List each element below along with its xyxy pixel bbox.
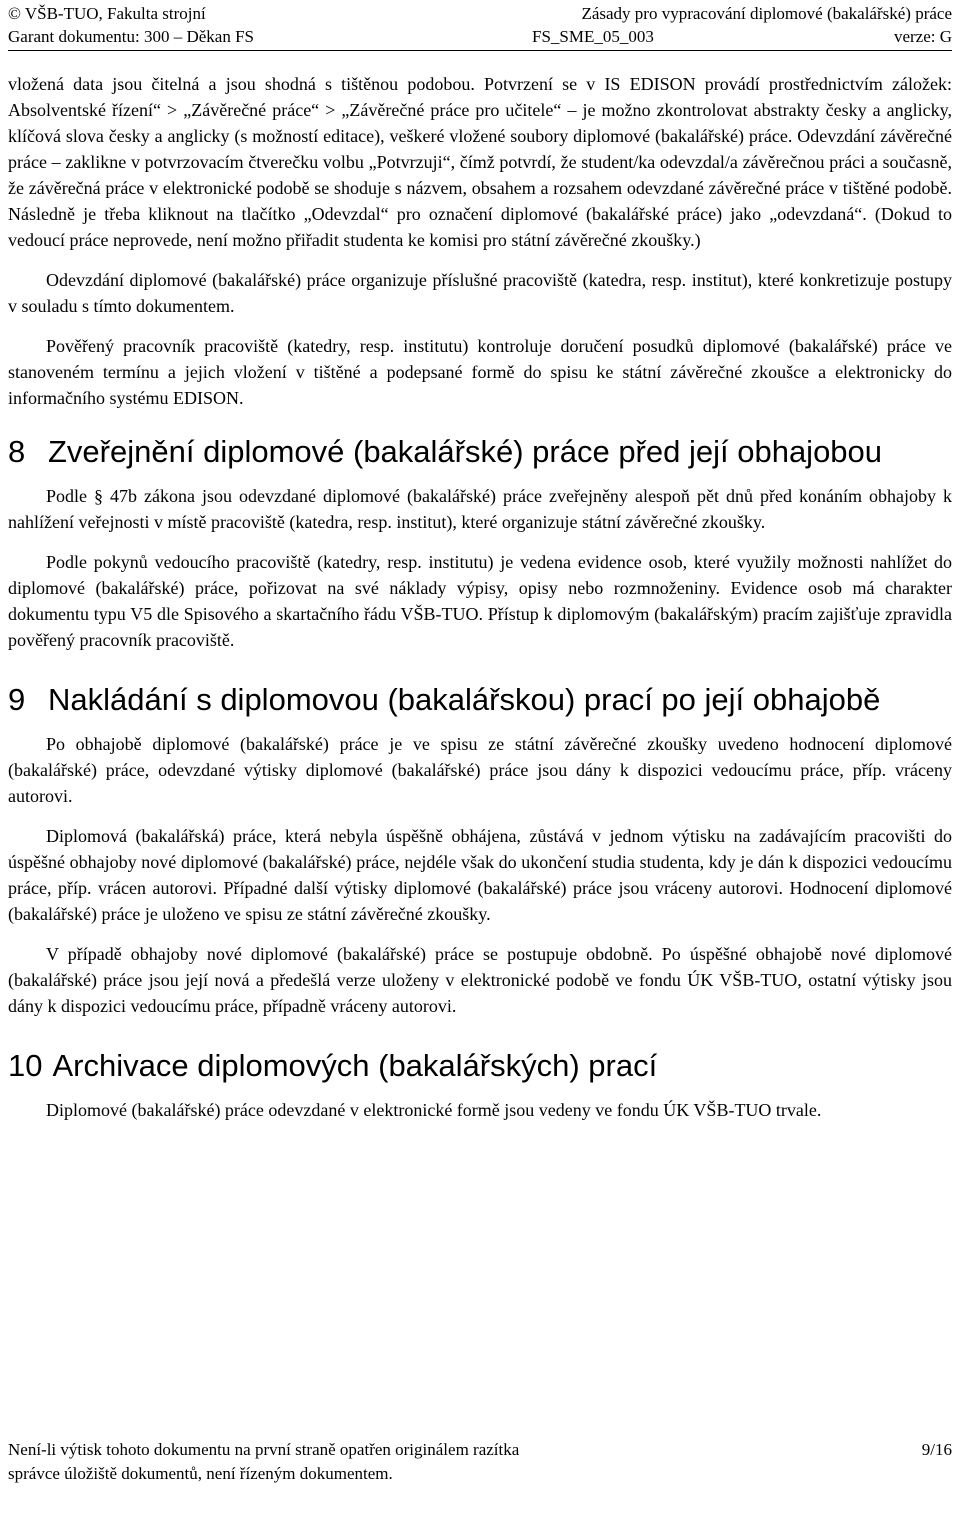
section-number: 10 — [8, 1048, 43, 1083]
body-paragraph: vložená data jsou čitelná a jsou shodná s tištěnou podobou. Potvrzení se v IS EDISON provádí prostřednictvím záložek: Absolventské řízení“ > „Závěrečné práce“ > „Závěrečné práce pro učitele“ – je možno zkontrolovat abstrakty česky a anglicky, klíčová slova česky a anglicky (s možností editace), veškeré vložené soubory diplomové (bakalářské) práce. Odevzdání závěrečné práce – zaklikne v potvrzovacím čtverečku volbu „Potvrzuji“, čímž potvrdí, že student/ka odevzdal/a závěrečnou práci a současně, že závěrečná práce v elektronické podobě se shoduje s názvem, obsahem a rozsahem odevzdané závěrečné práce v tištěné podobě. Následně je třeba kliknout na tlačítko „Odevzdal“ pro označení diplomové (bakalářské práce) jako „odevzdaná“. (Dokud to vedoucí práce neprovede, není možno přiřadit studenta ke komisi pro státní závěrečné zkoušky.) — [8, 74, 952, 250]
body-paragraph: Po obhajobě diplomové (bakalářské) práce je ve spisu ze státní závěrečné zkoušky uvedeno hodnocení diplomové (bakalářské) práce, odevzdané výtisky diplomové (bakalářské) práce jsou dány k dispozici vedoucímu práce, příp. vráceny autorovi. — [8, 734, 952, 806]
section-title: Zveřejnění diplomové (bakalářské) práce před její obhajobou — [48, 434, 883, 469]
section-title: Archivace diplomových (bakalářských) prací — [52, 1048, 658, 1083]
section-number: 8 — [8, 434, 26, 469]
section-heading-10 — [8, 1045, 952, 1087]
page-header — [8, 2, 952, 48]
header-row-1 — [8, 2, 952, 25]
body-paragraph: Pověřený pracovník pracoviště (katedry, resp. institutu) kontroluje doručení posudků diplomové (bakalářské) práce ve stanoveném termínu a jejich vložení v tištěné a podepsané formě do spisu ke státní závěrečné zkoušce a elektronicky do informačního systému EDISON. — [8, 336, 952, 408]
section-heading-9 — [8, 679, 952, 721]
page-footer — [8, 1438, 952, 1486]
header-doc-title: Zásady pro vypracování diplomové (bakalářské) práce — [581, 4, 952, 23]
section-heading-8 — [8, 431, 952, 473]
body-paragraph: Diplomová (bakalářská) práce, která nebyla úspěšně obhájena, zůstává v jednom výtisku na zadávajícím pracovišti do úspěšné obhajoby nové diplomové (bakalářské) práce, nejdéle však do ukončení studia studenta, kdy je dán k dispozici vedoucímu práce, příp. vrácen autorovi. Případné další výtisky diplomové (bakalářské) práce jsou vráceny autorovi. Hodnocení diplomové (bakalářské) práce je uloženo ve spisu ze státní závěrečné zkoušky. — [8, 826, 952, 924]
page-content — [8, 71, 952, 1137]
body-paragraph: Podle § 47b zákona jsou odevzdané diplomové (bakalářské) práce zveřejněny alespoň pět dnů před konáním obhajoby k nahlížení veřejnosti v místě pracoviště (katedra, resp. institut), které organizuje státní závěrečné zkoušky. — [8, 486, 952, 532]
header-copyright: © VŠB-TUO, Fakulta strojní — [8, 4, 206, 23]
page-number: 9/16 — [921, 1440, 952, 1459]
footer-notice — [8, 1438, 519, 1486]
body-paragraph: Odevzdání diplomové (bakalářské) práce organizuje příslušné pracoviště (katedra, resp. institut), které konkretizuje postupy v souladu s tímto dokumentem. — [8, 270, 952, 316]
body-paragraph: Diplomové (bakalářské) práce odevzdané v elektronické formě jsou vedeny ve fondu ÚK VŠB-TUO trvale. — [46, 1100, 822, 1120]
body-paragraph: V případě obhajoby nové diplomové (bakalářské) práce se postupuje obdobně. Po úspěšné obhajobě nové diplomové (bakalářské) práce jsou její nová a předešlá verze uloženy v elektronické podobě ve fondu ÚK VŠB-TUO, ostatní výtisky jsou dány k dispozici vedoucímu práce, případně vráceny autorovi. — [8, 944, 952, 1016]
header-doc-code: FS_SME_05_003 — [532, 27, 654, 46]
header-row-2 — [8, 25, 952, 48]
header-right-group — [532, 25, 952, 48]
header-divider — [8, 50, 952, 51]
section-number: 9 — [8, 682, 26, 717]
footer-line-2: správce úložiště dokumentů, není řízeným dokumentem. — [8, 1464, 393, 1483]
footer-line-1: Není-li výtisk tohoto dokumentu na první straně opatřen originálem razítka — [8, 1440, 520, 1459]
body-paragraph: Podle pokynů vedoucího pracoviště (katedry, resp. institutu) je vedena evidence osob, které využily možnosti nahlížet do diplomové (bakalářské) práce, pořizovat na své náklady výpisy, opisy nebo rozmnoženiny. Evidence osob má charakter dokumentu typu V5 dle Spisového a skartačního řádu VŠB-TUO. Přístup k diplomovým (bakalářským) pracím zajišťuje zpravidla pověřený pracovník pracoviště. — [8, 552, 952, 650]
header-version: verze: G — [893, 27, 952, 46]
section-title: Nakládání s diplomovou (bakalářskou) prací po její obhajobě — [48, 682, 881, 717]
header-guarantor: Garant dokumentu: 300 – Děkan FS — [8, 27, 254, 46]
